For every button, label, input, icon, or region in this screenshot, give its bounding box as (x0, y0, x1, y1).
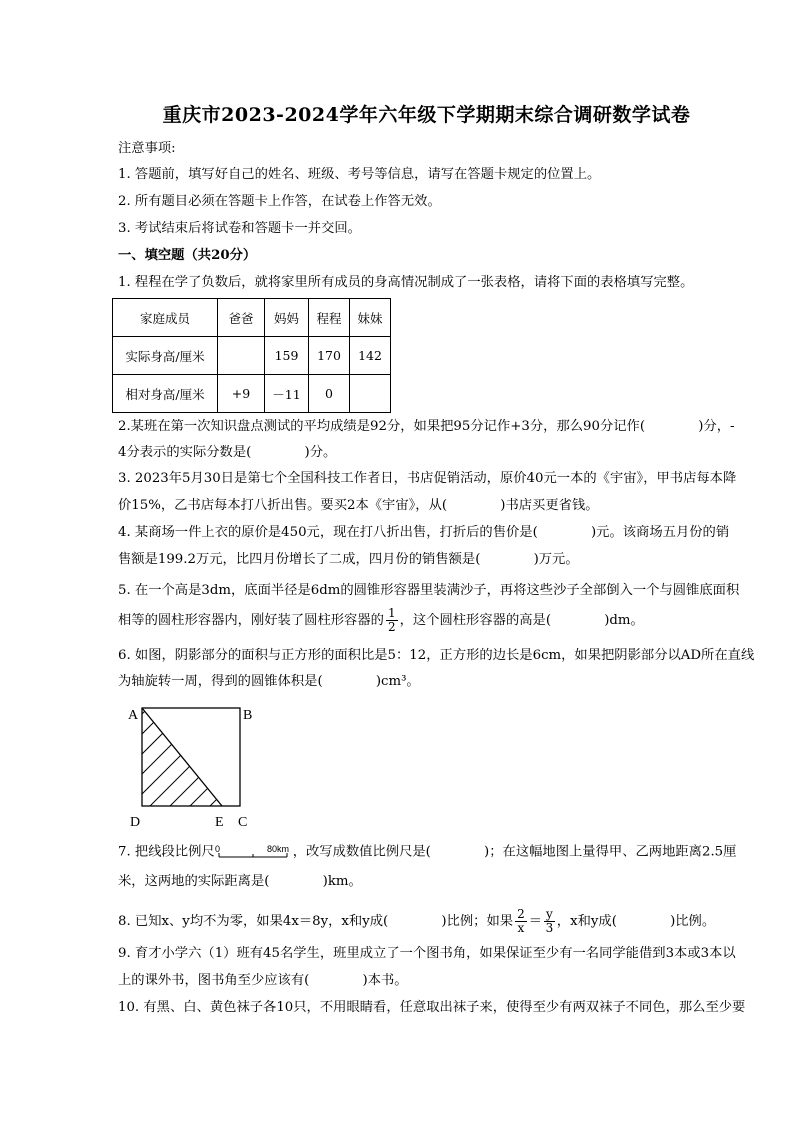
fraction-denominator: 3 (545, 921, 554, 935)
square-outline (142, 708, 240, 806)
table-cell: 170 (309, 337, 350, 375)
question-7-line-1 (118, 843, 736, 862)
table-cell: 0 (309, 375, 350, 413)
question-1-text: 1. 程程在学了负数后，就将家里所有成员的身高情况制成了一张表格，请将下面的表格填写完整。 (118, 275, 694, 290)
table-cell-blank (350, 375, 391, 413)
question-6-line-2: 为轴旋转一周，得到的圆锥体积是( )cm³。 (118, 674, 420, 689)
label-c: C (238, 815, 248, 830)
table-cell-blank (218, 337, 265, 375)
notice-item-1: 1. 答题前，填写好自己的姓名、班级、考号等信息，请写在答题卡规定的位置上。 (118, 167, 601, 182)
table-header-cell: 妈妈 (265, 299, 309, 337)
question-10-line-1: 10. 有黑、白、黄色袜子各10只，不用眼睛看，任意取出袜子来，使得至少有两双袜子不同色，那么至少要 (118, 1000, 746, 1015)
table-cell: －11 (265, 375, 309, 413)
question-9-line-1: 9. 育才小学六（1）班有45名学生，班里成立了一个图书角，如果保证至少有一名同学能借到3本或3本以 (118, 946, 736, 961)
height-table (112, 298, 391, 413)
question-8-part-2: ，x和y成( )比例。 (556, 914, 716, 929)
notice-item-3: 3. 考试结束后将试卷和答题卡一并交回。 (118, 221, 361, 236)
fraction-denominator: 2 (387, 620, 396, 634)
question-5-line-1: 5. 在一个高是3dm，底面半径是6dm的圆锥形容器里装满沙子，再将这些沙子全部倒入一个与圆锥底面积 (118, 583, 740, 598)
fraction-numerator: 1 (387, 606, 396, 620)
question-9-line-2: 上的课外书，图书角至少应该有( )本书。 (118, 973, 408, 988)
two-over-x-fraction (515, 908, 527, 935)
one-half-fraction (386, 607, 398, 634)
page-title: 重庆市2023-2024学年六年级下学期期末综合调研数学试卷 (162, 104, 691, 126)
table-header-cell: 家庭成员 (113, 299, 218, 337)
section-heading: 一、填空题（共20分） (118, 248, 257, 263)
fraction-numerator: y (546, 907, 553, 921)
table-header-row (113, 299, 391, 337)
table-row (113, 375, 391, 413)
question-7-prefix: 7. 把线段比例尺 (118, 844, 215, 860)
question-7-suffix: ，改写成数值比例尺是( )；在这幅地图上量得甲、乙两地距离2.5厘 (292, 844, 737, 860)
question-2-line-1: 2.某班在第一次知识盘点测试的平均成绩是92分，如果把95分记作+3分，那么90分记作( )分，- (118, 419, 735, 434)
scale-bar-graphic (215, 843, 293, 861)
question-4-line-1: 4. 某商场一件上衣的原价是450元，现在打八折出售，打折后的售价是( )元。该商场五月份的销 (118, 525, 730, 540)
question-2-line-2: 4分表示的实际分数是( )分。 (118, 445, 337, 460)
table-cell: 159 (265, 337, 309, 375)
question-8-part-1: 8. 已知x、y均不为零，如果4x＝8y，x和y成( )比例；如果 (118, 914, 514, 929)
label-a: A (128, 708, 139, 723)
equals-sign: ＝ (528, 914, 543, 929)
hatched-triangle (120, 702, 280, 826)
scale-end-label: 80km (266, 844, 289, 854)
square-triangle-figure (120, 702, 280, 832)
table-header-cell: 爸爸 (218, 299, 265, 337)
fraction-numerator: 2 (517, 907, 525, 921)
question-6-line-1: 6. 如图，阴影部分的面积与正方形的面积比是5：12，正方形的边长是6cm，如果把阴影部分以AD所在直线 (118, 648, 755, 663)
y-over-three-fraction (544, 908, 555, 935)
question-7-line-2: 米，这两地的实际距离是( )km。 (118, 874, 362, 889)
label-e: E (215, 815, 224, 830)
table-header-cell: 妹妹 (350, 299, 391, 337)
line-scale-bar (215, 843, 293, 861)
table-row (113, 337, 391, 375)
table-cell: 142 (350, 337, 391, 375)
fraction-denominator: x (517, 921, 525, 935)
table-header-cell: 程程 (309, 299, 350, 337)
label-d: D (130, 815, 141, 830)
question-3-line-1: 3. 2023年5月30日是第七个全国科技工作者日，书店促销活动，原价40元一本的《宇宙》，甲书店每本降 (118, 471, 737, 486)
scale-start-label: 0 (214, 844, 220, 854)
table-cell: 实际身高/厘米 (113, 337, 218, 375)
notice-heading: 注意事项: (118, 141, 176, 156)
triangle-hypotenuse (142, 708, 222, 806)
label-b: B (243, 708, 253, 723)
question-5-text-a: 相等的圆柱形容器内，刚好装了圆柱形容器的 (118, 613, 384, 628)
notice-item-2: 2. 所有题目必须在答题卡上作答，在试卷上作答无效。 (118, 194, 441, 209)
question-4-line-2: 售额是199.2万元，比四月份增长了二成，四月份的销售额是( )万元。 (118, 552, 579, 567)
question-8-line (118, 908, 715, 935)
table-cell: 相对身高/厘米 (113, 375, 218, 413)
table-cell: +9 (218, 375, 265, 413)
question-5-line-2 (118, 607, 644, 634)
question-5-text-b: ，这个圆柱形容器的高是( )dm。 (399, 613, 644, 628)
question-3-line-2: 价15%，乙书店每本打八折出售。要买2本《宇宙》，从( )书店买更省钱。 (118, 498, 599, 513)
